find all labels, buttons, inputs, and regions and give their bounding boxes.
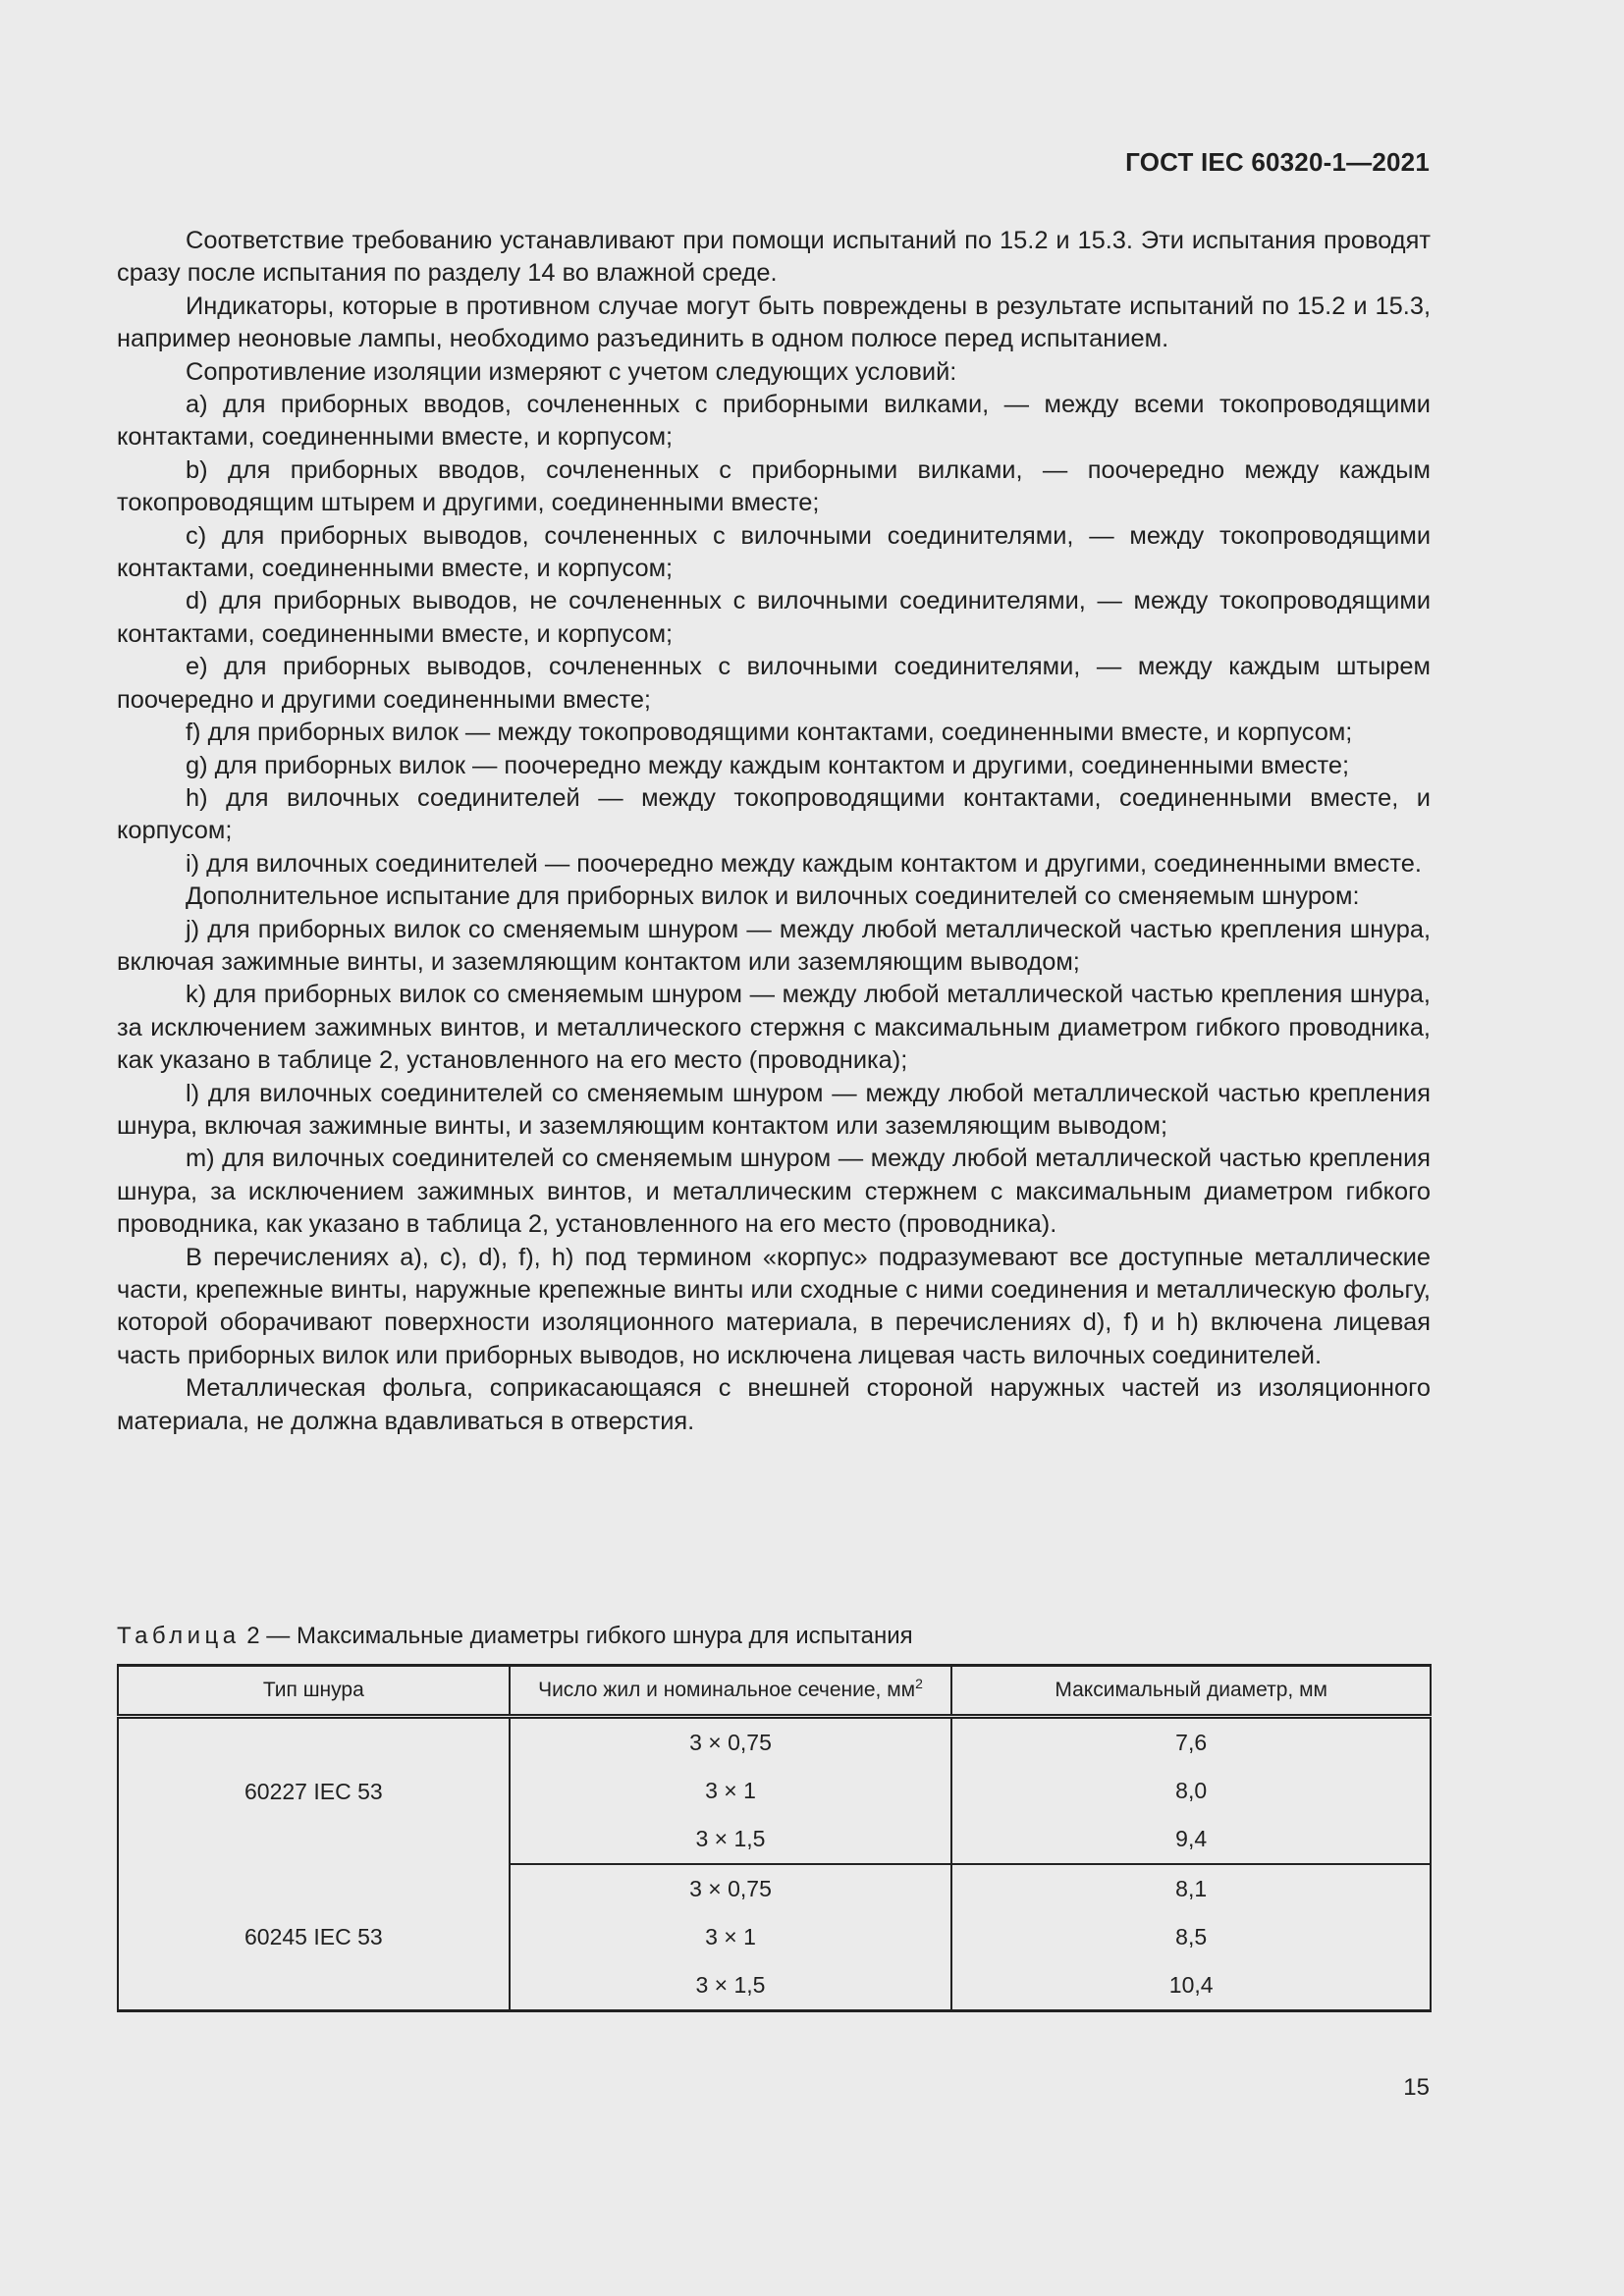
list-item: a) для приборных вводов, сочлененных с приборными вилками, — между всеми токопроводящими контактами, соединенными вместе, и корпусом; (117, 391, 1431, 452)
list-item: g) для приборных вилок — поочередно между каждым контактом и другими, соединенными вместе; (186, 751, 1350, 779)
list-item: m) для вилочных соединителей со сменяемым шнуром — между любой металлической частью крепления шнура, за исключением зажимных винтов, и металлическим стержнем с максимальным диаметром гибкого проводника, как указано в таблица 2, установленного на его место (проводника). (117, 1145, 1431, 1239)
list-item: d) для приборных выводов, не сочлененных с вилочными соединителями, — между токопроводящими контактами, соединенными вместе, и корпусом; (117, 587, 1431, 648)
list-item: k) для приборных вилок со сменяемым шнуром — между любой металлической частью крепления шнура, за исключением зажимных винтов, и металлического стержня с максимальным диаметром гибкого проводника, как указано в таблице 2, установленного на его место (проводника); (117, 981, 1431, 1075)
section-cell: 3 × 1 (510, 1767, 952, 1815)
section-cell: 3 × 1,5 (510, 1815, 952, 1864)
paragraph: Индикаторы, которые в противном случае могут быть повреждены в результате испытаний по 15.2 и 15.3, например неоновые лампы, необходимо разъединить в одном полюсе перед испытанием. (117, 292, 1431, 353)
table-row (118, 1864, 1431, 1913)
list-item: f) для приборных вилок — между токопроводящими контактами, соединенными вместе, и корпусом; (186, 719, 1353, 747)
document-code-header: ГОСТ IEC 60320-1—2021 (1125, 147, 1430, 177)
list-item: i) для вилочных соединителей — поочередно между каждым контактом и другими, соединенными вместе. (186, 849, 1422, 878)
diameter-cell: 8,1 (951, 1864, 1431, 1913)
list-item: c) для приборных выводов, сочлененных с вилочными соединителями, — между токопроводящими контактами, соединенными вместе, и корпусом; (117, 521, 1431, 583)
header-cores-section-label: Число жил и номинальное сечение, мм (538, 1679, 916, 1701)
paragraph: Дополнительное испытание для приборных вилок и вилочных соединителей со сменяемым шнуром: (186, 882, 1360, 911)
diameter-cell: 8,5 (951, 1913, 1431, 1961)
section-cell: 3 × 0,75 (510, 1717, 952, 1768)
paragraph: Металлическая фольга, соприкасающаяся с внешней стороной наружных частей из изоляционного материала, не должна вдавливаться в отверстия. (117, 1374, 1431, 1435)
list-item: h) для вилочных соединителей — между токопроводящими контактами, соединенными вместе, и корпусом; (117, 783, 1431, 845)
section-cell: 3 × 0,75 (510, 1864, 952, 1913)
diameter-cell: 8,0 (951, 1767, 1431, 1815)
table-caption-label: Таблица (117, 1623, 241, 1649)
cord-diameter-table (117, 1664, 1432, 2012)
body-text (117, 225, 1431, 1438)
paragraph: В перечислениях a), c), d), f), h) под термином «корпус» подразумевают все доступные металлические части, крепежные винты, наружные крепежные винты или сходные с ними соединения и металлическую фольгу, которой оборачивают поверхности изоляционного материала, в перечислениях d), f) и h) включена лицевая часть приборных вилок или приборных выводов, но исключена лицевая часть вилочных соединителей. (117, 1243, 1431, 1369)
header-superscript: 2 (915, 1676, 923, 1691)
paragraph: Соответствие требованию устанавливают при помощи испытаний по 15.2 и 15.3. Эти испытания проводят сразу после испытания по разделу 14 во влажной среде. (117, 227, 1431, 288)
table-row (118, 1717, 1431, 1768)
cord-type-cell: 60245 IEC 53 (118, 1864, 510, 2011)
diameter-cell: 9,4 (951, 1815, 1431, 1864)
list-item: j) для приборных вилок со сменяемым шнуром — между любой металлической частью крепления шнура, включая зажимные винты, и заземляющим контактом или заземляющим выводом; (117, 915, 1431, 976)
header-max-diameter: Максимальный диаметр, мм (951, 1666, 1431, 1717)
section-cell: 3 × 1 (510, 1913, 952, 1961)
page-number: 15 (1403, 2074, 1430, 2101)
table-caption (117, 1622, 913, 1651)
table-caption-text: 2 — Максимальные диаметры гибкого шнура для испытания (246, 1623, 913, 1649)
paragraph: Сопротивление изоляции измеряют с учетом следующих условий: (186, 357, 957, 386)
header-cord-type: Тип шнура (118, 1666, 510, 1717)
list-item: e) для приборных выводов, сочлененных с вилочными соединителями, — между каждым штырем поочередно и другими соединенными вместе; (117, 653, 1431, 714)
section-cell: 3 × 1,5 (510, 1961, 952, 2011)
list-item: b) для приборных вводов, сочлененных с приборными вилками, — поочередно между каждым токопроводящим штырем и другими, соединенными вместе; (117, 455, 1431, 517)
diameter-cell: 10,4 (951, 1961, 1431, 2011)
cord-type-cell: 60227 IEC 53 (118, 1717, 510, 1865)
table-header-row (118, 1666, 1431, 1717)
diameter-cell: 7,6 (951, 1717, 1431, 1768)
header-cores-section (510, 1666, 952, 1717)
list-item: l) для вилочных соединителей со сменяемым шнуром — между любой металлической частью крепления шнура, включая зажимные винты, и заземляющим контактом или заземляющим выводом; (117, 1079, 1431, 1140)
